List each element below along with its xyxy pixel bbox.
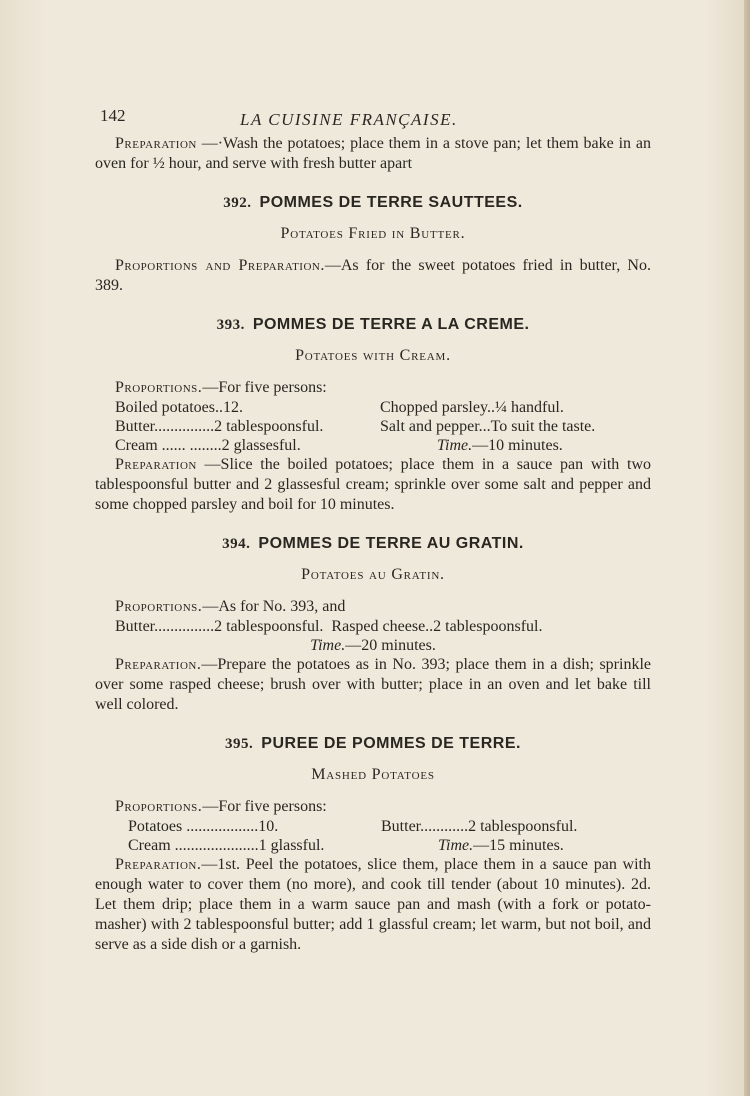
recipe-393-prop-text: —For five persons: bbox=[202, 379, 327, 396]
recipe-393-prop-label: Proportions. bbox=[115, 379, 203, 396]
recipe-395-subtitle: Mashed Potatoes bbox=[311, 766, 435, 783]
ingredient-row: Butter...............2 tablespoonsful. Rasped cheese..2 tablespoonsful. bbox=[115, 618, 543, 635]
ingredient-left: Cream .....................1 glassful. bbox=[128, 837, 325, 854]
recipe-392-text: —As for the sweet potatoes fried in butter, No. 389. bbox=[95, 257, 651, 294]
recipe-392-subtitle: Potatoes Fried in Butter. bbox=[280, 225, 466, 242]
ingredient-right: Salt and pepper...To suit the taste. bbox=[380, 418, 596, 435]
recipe-392-label: Proportions and Preparation. bbox=[115, 257, 325, 274]
recipe-393-prep-text: —Slice the boiled potatoes; place them in a sauce pan with two tablespoonsful butter and 2 glassesful cream; sprinkle over some salt and pepper and some chopped parsley and boil for 10 minutes. bbox=[95, 456, 651, 513]
time-label: Time. bbox=[437, 437, 473, 454]
recipe-392-body bbox=[95, 256, 651, 296]
recipe-394-time bbox=[95, 636, 651, 655]
ingredient-row bbox=[128, 817, 651, 836]
page-header bbox=[95, 104, 651, 134]
recipe-393-title bbox=[95, 314, 651, 336]
recipe-395-prop-text: —For five persons: bbox=[202, 798, 327, 815]
ingredient-right: Chopped parsley..¼ handful. bbox=[380, 399, 564, 416]
recipe-395-prop-label: Proportions. bbox=[115, 798, 203, 815]
recipe-394-preparation bbox=[95, 655, 651, 715]
running-title: LA CUISINE FRANÇAISE. bbox=[240, 110, 458, 129]
recipe-393-number: 393. bbox=[216, 317, 245, 333]
ingredient-row bbox=[115, 398, 651, 417]
time-label: Time. bbox=[310, 637, 346, 654]
recipe-395-preparation bbox=[95, 855, 651, 955]
recipe-394-subtitle: Potatoes au Gratin. bbox=[301, 566, 445, 583]
recipe-394-prep-text: —Prepare the potatoes as in No. 393; place them in a dish; sprinkle over some rasped cheese; brush over with butter; place in an oven and let bake till well colored. bbox=[95, 656, 651, 713]
ingredient-left: Potatoes ..................10. bbox=[128, 818, 279, 835]
recipe-394-title bbox=[95, 533, 651, 555]
intro-label: Preparation bbox=[115, 135, 197, 152]
recipe-392-title-text: POMMES DE TERRE SAUTTEES. bbox=[259, 194, 523, 211]
ingredient-right: Butter............2 tablespoonsful. bbox=[381, 818, 578, 835]
recipe-393-preparation bbox=[95, 455, 651, 515]
intro-text: —·Wash the potatoes; place them in a stove pan; let them bake in an oven for ½ hour, and serve with fresh butter apart bbox=[95, 135, 651, 172]
page-edge bbox=[744, 0, 750, 1096]
time-value: —15 minutes. bbox=[473, 837, 564, 854]
recipe-393-title-text: POMMES DE TERRE A LA CREME. bbox=[252, 316, 530, 333]
recipe-395-title bbox=[95, 733, 651, 755]
recipe-395-title-text: PUREE DE POMMES DE TERRE. bbox=[261, 735, 521, 752]
recipe-394-prep-label: Preparation. bbox=[115, 656, 202, 673]
ingredient-left: Boiled potatoes..12. bbox=[115, 399, 243, 416]
time-value: —10 minutes. bbox=[472, 437, 563, 454]
recipe-394-prop-label: Proportions. bbox=[115, 598, 203, 615]
recipe-395-prep-label: Preparation. bbox=[115, 856, 202, 873]
ingredient-row bbox=[115, 436, 651, 455]
recipe-395-proportions bbox=[95, 797, 651, 817]
time-label: Time. bbox=[438, 837, 474, 854]
intro-paragraph bbox=[95, 134, 651, 174]
page-number: 142 bbox=[100, 106, 126, 125]
recipe-393-subtitle: Potatoes with Cream. bbox=[295, 347, 451, 364]
recipe-394-proportions bbox=[95, 597, 651, 617]
ingredient-row bbox=[128, 836, 651, 855]
recipe-392-number: 392. bbox=[223, 195, 252, 211]
ingredient-left: Butter...............2 tablespoonsful. bbox=[115, 418, 324, 435]
recipe-395-number: 395. bbox=[225, 736, 254, 752]
recipe-394-prop-text: —As for No. 393, and bbox=[202, 598, 346, 615]
ingredient-row bbox=[115, 417, 651, 436]
time-value: —20 minutes. bbox=[345, 637, 436, 654]
recipe-393-prep-label: Preparation bbox=[115, 456, 197, 473]
page-content bbox=[95, 104, 651, 955]
recipe-394-title-text: POMMES DE TERRE AU GRATIN. bbox=[258, 535, 524, 552]
recipe-394-number: 394. bbox=[222, 536, 251, 552]
recipe-392-title bbox=[95, 192, 651, 214]
ingredient-left: Cream ...... ........2 glassesful. bbox=[115, 437, 301, 454]
recipe-393-proportions bbox=[95, 378, 651, 398]
recipe-395-prep-text: —1st. Peel the potatoes, slice them, place them in a sauce pan with enough water to cover them (no more), and cook till tender (about 10 minutes). 2d. Let them drip; place them in a warm sauce pan and mash (with a fork or potato-masher) with 2 tablespoonsful butter; add 1 glassful cream; let warm, but not boil, and serve as a side dish or a garnish. bbox=[95, 856, 651, 953]
